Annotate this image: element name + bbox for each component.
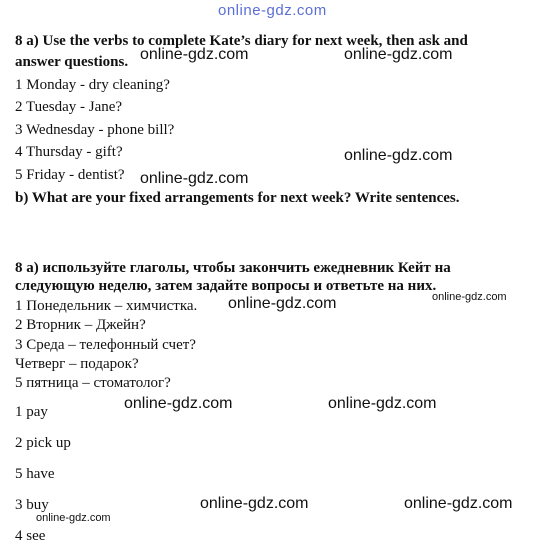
ru-item-wednesday: 3 Среда – телефонный счет? <box>15 337 196 353</box>
ru-item-tuesday: 2 Вторник – Джейн? <box>15 317 146 333</box>
ru-item-friday: 5 пятница – стоматолог? <box>15 375 171 391</box>
answer-item: 1 pay <box>15 404 48 420</box>
watermark: online-gdz.com <box>200 495 309 512</box>
exercise-heading-en-line1: 8 a) Use the verbs to complete Kate’s diary for next week, then ask and <box>15 33 468 49</box>
watermark: online-gdz.com <box>344 46 453 63</box>
watermark: online-gdz.com <box>140 46 249 63</box>
exercise-heading-ru-line1: 8 а) используйте глаголы, чтобы закончить ежедневник Кейт на <box>15 260 451 276</box>
answer-item: 4 see <box>15 528 46 544</box>
watermark: online-gdz.com <box>404 495 513 512</box>
exercise-heading-ru-line2: следующую неделю, затем задайте вопросы и ответьте на них. <box>15 278 437 294</box>
diary-item-monday: 1 Monday - dry cleaning? <box>15 77 170 93</box>
answer-item: 3 buy <box>15 497 49 513</box>
diary-item-wednesday: 3 Wednesday - phone bill? <box>15 122 175 138</box>
watermark: online-gdz.com <box>344 147 453 164</box>
watermark: online-gdz.com <box>124 395 233 412</box>
answer-item: 5 have <box>15 466 55 482</box>
watermark: online-gdz.com <box>228 295 337 312</box>
watermark: online-gdz.com <box>432 291 507 303</box>
watermark: online-gdz.com <box>140 170 249 187</box>
watermark-top: online-gdz.com <box>218 2 327 19</box>
diary-item-tuesday: 2 Tuesday - Jane? <box>15 99 123 115</box>
answer-item: 2 pick up <box>15 435 71 451</box>
diary-item-friday: 5 Friday - dentist? <box>15 167 125 183</box>
ru-item-monday: 1 Понедельник – химчистка. <box>15 298 198 314</box>
ru-item-thursday: Четверг – подарок? <box>15 356 139 372</box>
watermark: online-gdz.com <box>36 512 111 524</box>
exercise-heading-en-line2: answer questions. <box>15 54 129 70</box>
diary-item-thursday: 4 Thursday - gift? <box>15 144 123 160</box>
watermark: online-gdz.com <box>328 395 437 412</box>
exercise-part-b: b) What are your fixed arrangements for next week? Write sentences. <box>15 190 460 206</box>
